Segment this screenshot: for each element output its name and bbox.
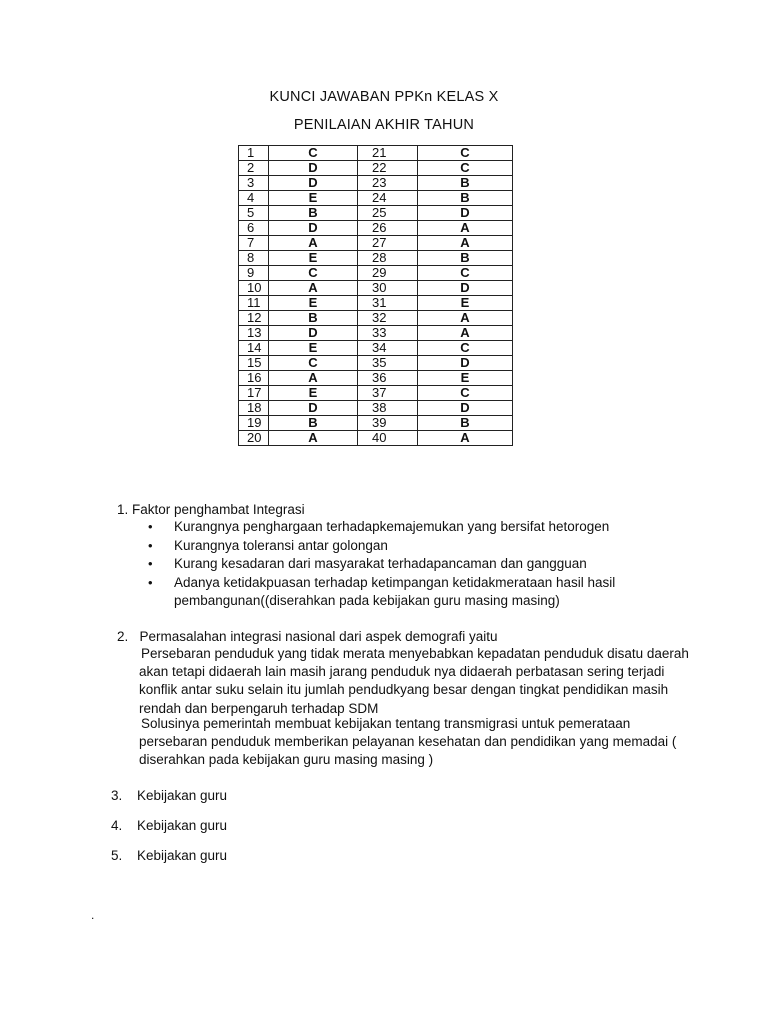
answer-letter: E (418, 296, 513, 311)
question-number: 1 (239, 146, 269, 161)
answer-letter: A (418, 221, 513, 236)
table-row (239, 251, 513, 266)
answer-letter: E (269, 191, 358, 206)
answer-letter: E (269, 296, 358, 311)
answer-letter: B (418, 251, 513, 266)
answer-letter: D (418, 356, 513, 371)
answer-letter: C (269, 146, 358, 161)
answer-letter: D (418, 281, 513, 296)
answer-letter: E (269, 251, 358, 266)
answer-letter: D (418, 401, 513, 416)
table-row (239, 386, 513, 401)
item-number: 5. (111, 848, 123, 863)
table-row (239, 221, 513, 236)
question-number: 36 (358, 371, 418, 386)
table-row (239, 371, 513, 386)
section2-paragraph-problem: Persebaran penduduk yang tidak merata menyebabkan kepadatan penduduk disatu daerah akan tetapi didaerah lain masih jarang penduduk nya didaerah perbatasan sering terjadi konflik antar suku selain itu jumlah pendudkyang besar dengan tingkat pendidikan masih rendah dan berpengaruh terhadap SDM (139, 646, 689, 716)
question-number: 16 (239, 371, 269, 386)
question-number: 22 (358, 161, 418, 176)
answer-letter: D (269, 161, 358, 176)
answer-letter: B (269, 416, 358, 431)
item-text: Kebijakan guru (137, 788, 228, 803)
answer-item-5 (111, 847, 227, 866)
table-row (239, 236, 513, 251)
item-number: 4. (111, 818, 123, 833)
question-number: 3 (239, 176, 269, 191)
answer-item-4 (111, 817, 227, 836)
answer-letter: E (269, 341, 358, 356)
answer-letter: C (418, 386, 513, 401)
question-number: 5 (239, 206, 269, 221)
question-number: 25 (358, 206, 418, 221)
question-number: 38 (358, 401, 418, 416)
list-item: • Adanya ketidakpuasan terhadap ketimpangan ketidakmerataan hasil hasil (148, 574, 615, 593)
answer-letter: C (418, 341, 513, 356)
section1-bullet-continuation: pembangunan((diserahkan pada kebijakan guru masing masing) (174, 593, 560, 608)
answer-letter: B (418, 176, 513, 191)
section1-heading: 1. Faktor penghambat Integrasi (117, 502, 305, 517)
question-number: 14 (239, 341, 269, 356)
answer-letter: E (418, 371, 513, 386)
question-number: 35 (358, 356, 418, 371)
question-number: 8 (239, 251, 269, 266)
section2-heading: 2. Permasalahan integrasi nasional dari aspek demografi yaitu (117, 629, 498, 644)
document-title: KUNCI JAWABAN PPKn KELAS X (269, 89, 499, 105)
answer-letter: B (418, 416, 513, 431)
question-number: 2 (239, 161, 269, 176)
question-number: 19 (239, 416, 269, 431)
answer-letter: C (418, 266, 513, 281)
question-number: 39 (358, 416, 418, 431)
table-row (239, 191, 513, 206)
table-row (239, 281, 513, 296)
answer-letter: A (269, 431, 358, 446)
table-row (239, 161, 513, 176)
answer-letter: B (418, 191, 513, 206)
answer-letter: B (269, 206, 358, 221)
answer-letter: D (269, 221, 358, 236)
question-number: 23 (358, 176, 418, 191)
question-number: 26 (358, 221, 418, 236)
table-row (239, 416, 513, 431)
question-number: 30 (358, 281, 418, 296)
answer-letter: C (418, 161, 513, 176)
table-row (239, 146, 513, 161)
question-number: 6 (239, 221, 269, 236)
answer-letter: A (418, 431, 513, 446)
answer-letter: D (269, 176, 358, 191)
question-number: 17 (239, 386, 269, 401)
answer-letter: B (269, 311, 358, 326)
answer-letter: A (418, 326, 513, 341)
question-number: 11 (239, 296, 269, 311)
section1-bullet-list (148, 518, 615, 592)
table-row (239, 431, 513, 446)
answer-letter: A (269, 236, 358, 251)
item-text: Kebijakan guru (137, 848, 228, 863)
list-item: • Kurang kesadaran dari masyarakat terhadapancaman dan gangguan (148, 555, 615, 574)
answer-letter: A (269, 281, 358, 296)
question-number: 4 (239, 191, 269, 206)
question-number: 27 (358, 236, 418, 251)
table-row (239, 401, 513, 416)
table-row (239, 311, 513, 326)
question-number: 29 (358, 266, 418, 281)
table-row (239, 341, 513, 356)
question-number: 24 (358, 191, 418, 206)
question-number: 40 (358, 431, 418, 446)
question-number: 32 (358, 311, 418, 326)
table-row (239, 326, 513, 341)
answer-letter: A (418, 311, 513, 326)
answer-letter: A (269, 371, 358, 386)
answer-letter: C (269, 266, 358, 281)
document-subtitle: PENILAIAN AKHIR TAHUN (293, 117, 475, 133)
answer-item-3 (111, 787, 227, 806)
question-number: 20 (239, 431, 269, 446)
answer-letter: C (269, 356, 358, 371)
question-number: 21 (358, 146, 418, 161)
answer-letter: D (269, 401, 358, 416)
question-number: 34 (358, 341, 418, 356)
table-row (239, 356, 513, 371)
answer-key-body (239, 146, 513, 446)
footer-dot: . (91, 908, 95, 922)
question-number: 37 (358, 386, 418, 401)
table-row (239, 176, 513, 191)
answer-letter: E (269, 386, 358, 401)
question-number: 33 (358, 326, 418, 341)
answer-key-table (238, 145, 513, 446)
list-item: • Kurangnya toleransi antar golongan (148, 537, 615, 556)
question-number: 9 (239, 266, 269, 281)
table-row (239, 206, 513, 221)
answer-letter: D (269, 326, 358, 341)
answer-letter: A (418, 236, 513, 251)
question-number: 13 (239, 326, 269, 341)
question-number: 18 (239, 401, 269, 416)
question-number: 7 (239, 236, 269, 251)
list-item: • Kurangnya penghargaan terhadapkemajemukan yang bersifat hetorogen (148, 518, 615, 537)
answer-letter: D (418, 206, 513, 221)
question-number: 28 (358, 251, 418, 266)
table-row (239, 296, 513, 311)
table-row (239, 266, 513, 281)
item-number: 3. (111, 788, 123, 803)
item-text: Kebijakan guru (137, 818, 228, 833)
question-number: 15 (239, 356, 269, 371)
question-number: 12 (239, 311, 269, 326)
section2-paragraph-solution: Solusinya pemerintah membuat kebijakan tentang transmigrasi untuk pemerataan persebaran penduduk memberikan pelayanan kesehatan dan pendidikan yang memadai ( diserahkan pada kebijakan guru masing masing ) (139, 716, 677, 768)
answer-letter: C (418, 146, 513, 161)
question-number: 10 (239, 281, 269, 296)
question-number: 31 (358, 296, 418, 311)
